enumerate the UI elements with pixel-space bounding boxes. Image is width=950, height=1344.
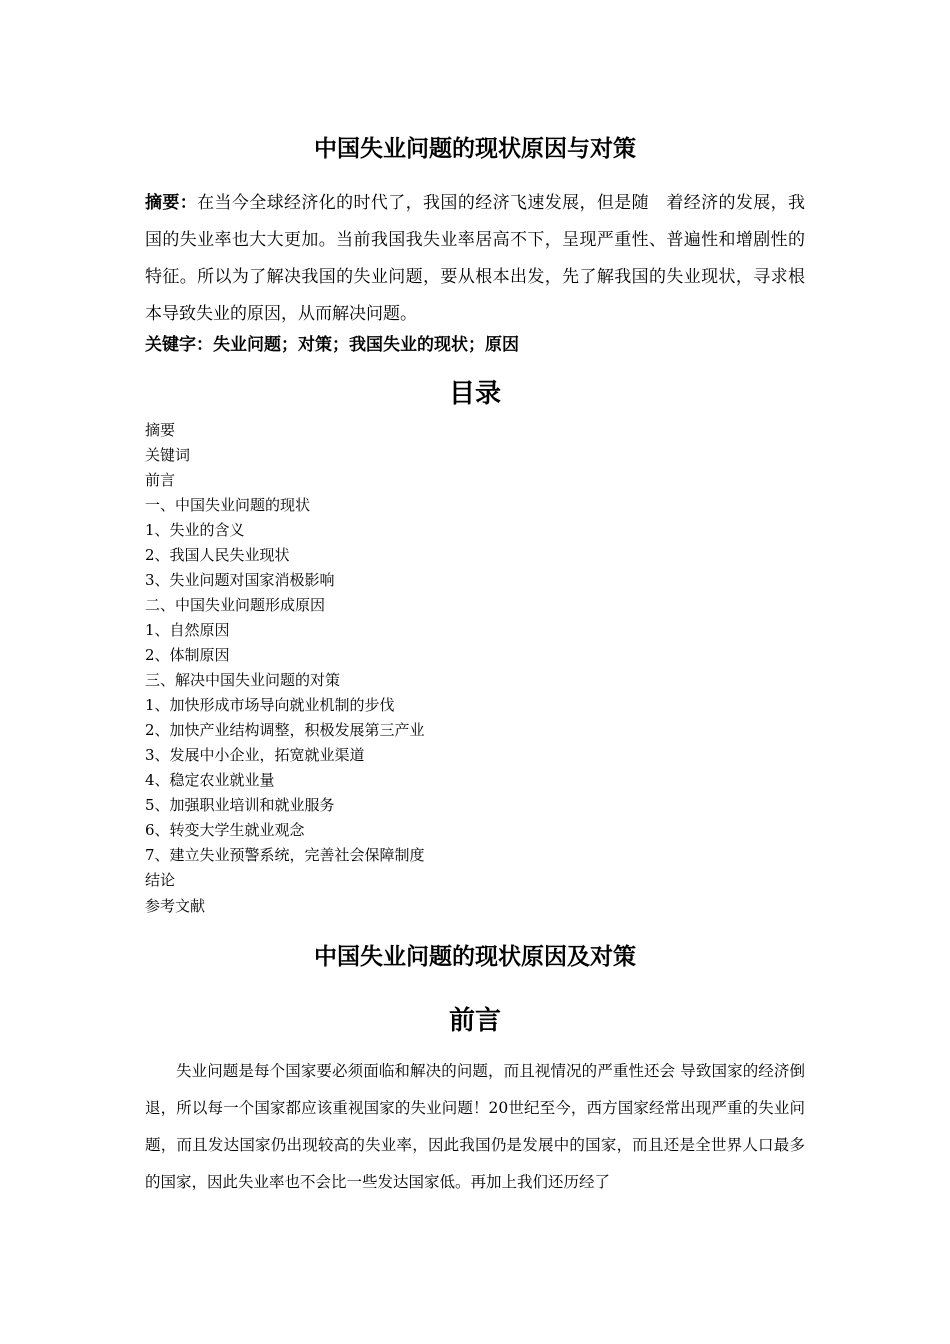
toc-item: 7、建立失业预警系统，完善社会保障制度	[145, 846, 425, 864]
toc-item: 摘要	[145, 421, 176, 439]
toc-item: 2、加快产业结构调整，积极发展第三产业	[145, 721, 425, 739]
abstract-label: 摘要：	[145, 193, 198, 213]
toc-item: 3、失业问题对国家消极影响	[145, 571, 335, 589]
document-title: 中国失业问题的现状原因与对策	[314, 136, 636, 162]
toc-item: 前言	[145, 471, 176, 489]
preface-heading: 前言	[448, 1006, 501, 1036]
toc-item: 三、解决中国失业问题的对策	[145, 671, 341, 689]
toc-heading: 目录	[448, 379, 501, 409]
toc-item: 3、发展中小企业，拓宽就业渠道	[145, 746, 365, 764]
toc-item: 5、加强职业培训和就业服务	[145, 796, 335, 814]
toc-item: 1、失业的含义	[145, 521, 245, 539]
toc-item: 关键词	[145, 446, 191, 464]
toc-item: 2、体制原因	[145, 646, 230, 664]
main-title: 中国失业问题的现状原因及对策	[314, 944, 636, 970]
preface-paragraph: 失业问题是每个国家要必须面临和解决的问题，而且视情况的严重性还会 导致国家的经济倒退，所以每一个国家都应该重视国家的失业问题！20世纪至今，西方国家经常出现严重的失业问题，而且发达国家仍出现较高的失业率，因此我国仍是发展中的国家，而且还是全世界人口最多的国家，因此失业率也不会比一些发达国家低。再加上我们还历经了	[145, 1062, 805, 1191]
toc-item: 参考文献	[145, 897, 206, 915]
toc-item: 1、自然原因	[145, 621, 230, 639]
toc-item: 1、加快形成市场导向就业机制的步伐	[145, 696, 395, 714]
keywords-line: 关键字：失业问题；对策；我国失业的现状；原因	[145, 335, 519, 355]
toc-item: 4、稳定农业就业量	[145, 771, 275, 789]
toc-item: 2、我国人民失业现状	[145, 546, 290, 564]
toc-item: 二、中国失业问题形成原因	[145, 596, 326, 614]
abstract-paragraph	[145, 185, 805, 333]
abstract-text: 在当今全球经济化的时代了，我国的经济飞速发展，但是随 着经济的发展，我国的失业率也大大更加。当前我国我失业率居高不下，呈现严重性、普遍性和增剧性的特征。所以为了解决我国的失业问题，要从根本出发，先了解我国的失业现状，寻求根本导致失业的原因，从而解决问题。	[145, 193, 806, 324]
toc-item: 6、转变大学生就业观念	[145, 821, 305, 839]
toc-item: 结论	[145, 871, 176, 889]
toc-item: 一、中国失业问题的现状	[145, 496, 311, 514]
table-of-contents	[145, 418, 805, 919]
